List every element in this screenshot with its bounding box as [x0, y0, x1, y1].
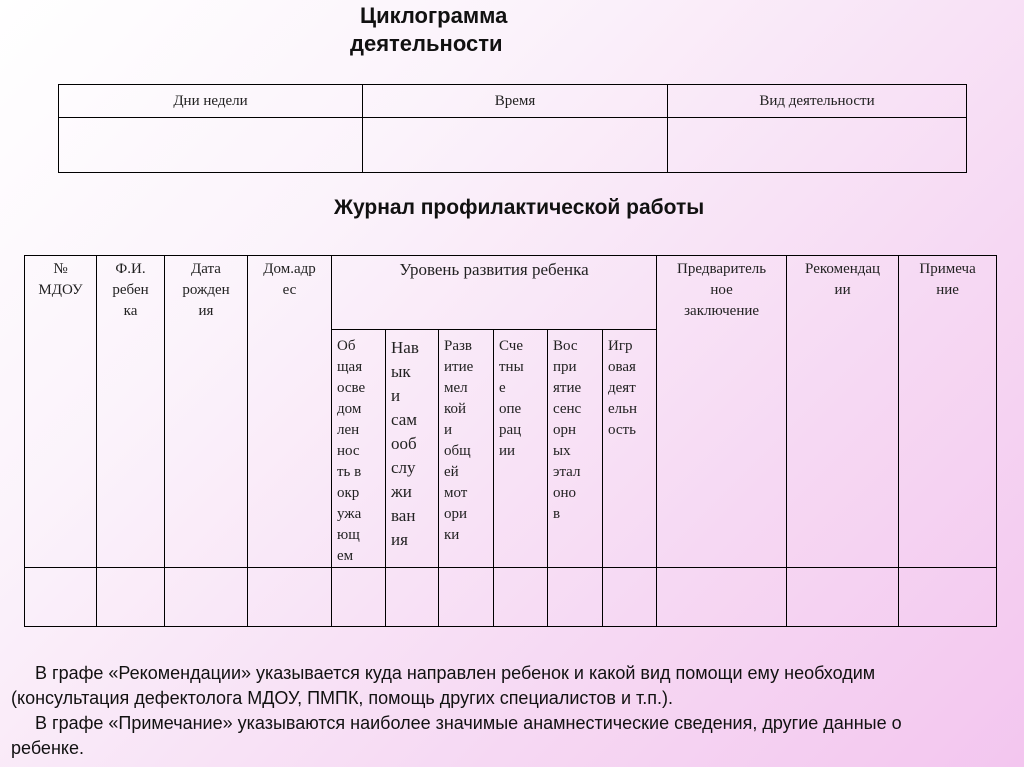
subheader-fragment: ых	[553, 443, 571, 459]
subheader-fragment: тны	[499, 359, 524, 375]
subheader-fragment: ори	[444, 506, 468, 522]
table-cell	[25, 568, 97, 627]
subheader-fragment: мел	[444, 380, 468, 396]
subheader-fragment: опе	[499, 401, 522, 417]
subheader-fragment: нос	[337, 443, 360, 459]
subheader-fragment: ющ	[337, 527, 360, 543]
header-development-level: Уровень развития ребенка	[332, 256, 657, 330]
subheader-fragment: ооб	[391, 434, 417, 453]
subheader-fragment: ия	[391, 530, 408, 549]
table-cell	[548, 568, 603, 627]
table-cell	[657, 568, 787, 627]
header-num: № МДОУ	[25, 256, 97, 568]
subheader-fragment: дом	[337, 401, 362, 417]
subheader-fragment: итие	[444, 359, 474, 375]
subheader-fragment: и	[391, 386, 401, 405]
header-preliminary-conclusion: Предваритель ное заключение	[657, 256, 787, 568]
header-fio: Ф.И. ребен ка	[97, 256, 165, 568]
subheader-fragment: Вос	[553, 338, 578, 354]
table-cell	[363, 118, 668, 173]
note-recommendations: В графе «Рекомендации» указывается куда направлен ребенок и какой вид помощи ему необходим	[35, 663, 876, 683]
subheader-sensory	[548, 330, 603, 568]
subheader-fragment: Игр	[608, 338, 633, 354]
subheader-fragment: ык	[391, 362, 411, 381]
note-remarks: В графе «Примечание» указываются наиболее значимые анамнестические сведения, другие данные о	[35, 713, 902, 733]
table-cell	[439, 568, 494, 627]
header-recommendations: Рекомендац ии	[787, 256, 899, 568]
table-cell	[603, 568, 657, 627]
subheader-fragment: осве	[337, 380, 366, 396]
subheader-play	[603, 330, 657, 568]
subheader-counting	[494, 330, 548, 568]
subheader-fragment: жи	[391, 482, 412, 501]
subheader-fragment: окр	[337, 485, 360, 501]
subheader-fragment: сам	[391, 410, 418, 429]
subheader-fragment: Сче	[499, 338, 524, 354]
subheader-fragment: и	[444, 422, 453, 438]
subheader-fragment: в	[553, 506, 561, 522]
subheader-fragment: ужа	[337, 506, 362, 522]
subheader-fragment: кой	[444, 401, 467, 417]
subheader-fragment: Нав	[391, 338, 419, 357]
subheader-fragment: мот	[444, 485, 468, 501]
subheader-fragment: ятие	[553, 380, 582, 396]
subheader-motor-skills	[439, 330, 494, 568]
subheader-fragment: при	[553, 359, 577, 375]
table-cell	[787, 568, 899, 627]
subheader-fragment: слу	[391, 458, 416, 477]
journal-title: Журнал профилактической работы	[334, 196, 705, 219]
subheader-fragment: общ	[444, 443, 471, 459]
table-cell	[386, 568, 439, 627]
table-cell	[899, 568, 997, 627]
header-dob: Дата рожден ия	[165, 256, 248, 568]
subheader-fragment: сенс	[553, 401, 582, 417]
subheader-fragment: овая	[608, 359, 636, 375]
journal-table	[24, 255, 997, 627]
subheader-fragment: ии	[499, 443, 516, 459]
cyclogram-table	[58, 84, 967, 173]
subheader-fragment: ельн	[608, 401, 638, 417]
subheader-fragment: Об	[337, 338, 356, 354]
subheader-fragment: рац	[499, 422, 522, 438]
cyclogram-title: Циклограмма деятельности	[350, 3, 508, 56]
subheader-fragment: лен	[337, 422, 360, 438]
table-cell	[494, 568, 548, 627]
header-activity: Вид деятельности	[668, 85, 967, 118]
subheader-fragment: ки	[444, 527, 460, 543]
note-remarks-cont: ребенке.	[11, 738, 84, 758]
subheader-awareness	[332, 330, 386, 568]
header-address: Дом.адр ес	[248, 256, 332, 568]
header-notes: Примеча ние	[899, 256, 997, 568]
table-cell	[332, 568, 386, 627]
subheader-fragment: этал	[553, 464, 581, 480]
note-recommendations-cont: (консультация дефектолога МДОУ, ПМПК, помощь других специалистов и т.п.).	[11, 688, 674, 708]
table-cell	[59, 118, 363, 173]
subheader-fragment: ость	[608, 422, 636, 438]
table-cell	[668, 118, 967, 173]
subheader-fragment: ван	[391, 506, 416, 525]
header-time: Время	[363, 85, 668, 118]
subheader-fragment: оно	[553, 485, 577, 501]
subheader-self-care	[386, 330, 439, 568]
table-cell	[97, 568, 165, 627]
header-days: Дни недели	[59, 85, 363, 118]
subheader-fragment: ть в	[337, 464, 362, 480]
table-cell	[248, 568, 332, 627]
subheader-fragment: ем	[337, 548, 354, 564]
subheader-fragment: деят	[608, 380, 636, 396]
subheader-fragment: е	[499, 380, 506, 396]
subheader-fragment: ей	[444, 464, 459, 480]
notes-text	[11, 661, 1011, 761]
subheader-fragment: Разв	[444, 338, 473, 354]
table-cell	[165, 568, 248, 627]
subheader-fragment: щая	[337, 359, 363, 375]
subheader-fragment: орн	[553, 422, 577, 438]
